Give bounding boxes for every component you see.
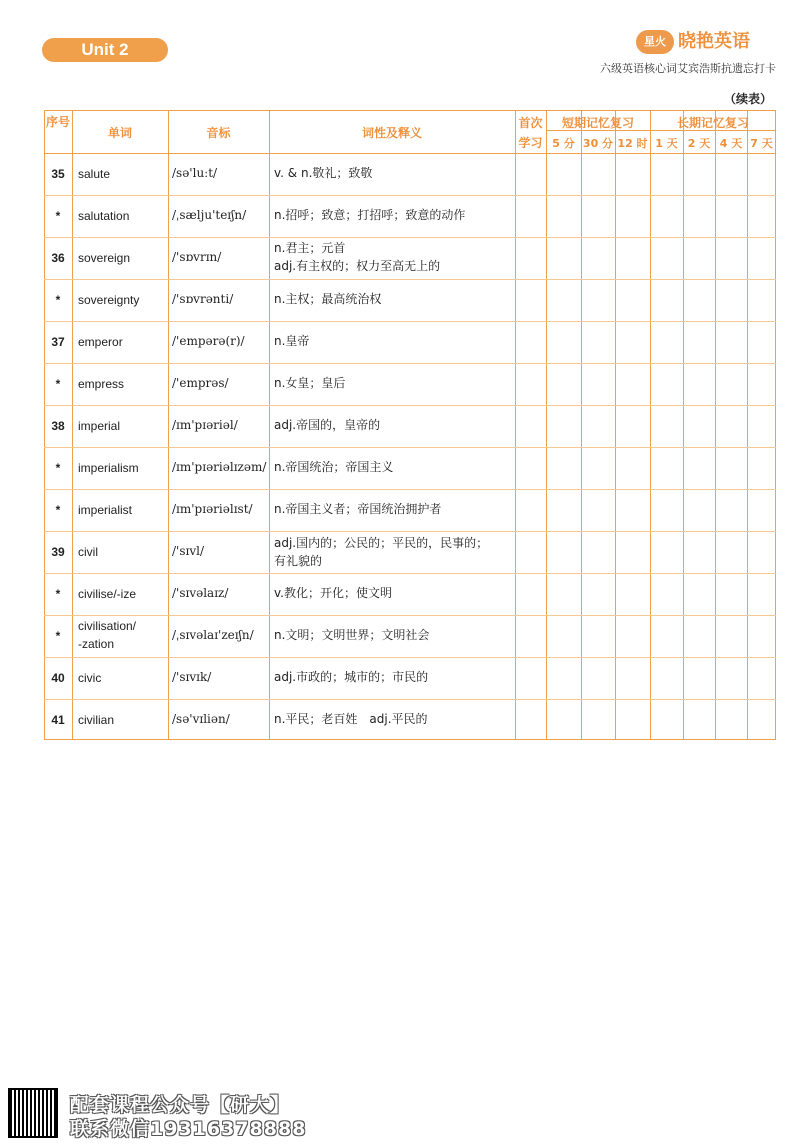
header-interval-12h: 12 时 [617, 137, 648, 150]
grid-line [44, 615, 776, 616]
row-meaning: n.主权；最高统治权 [274, 292, 382, 306]
row-phonetic: /ˌsɪvəlaɪ'zeɪʃn/ [172, 628, 254, 642]
grid-line [581, 110, 582, 740]
row-index: 38 [51, 419, 65, 433]
footer-line2: 联系微信19316378888 [70, 1118, 307, 1140]
header-index [44, 114, 72, 131]
row-meaning: n.招呼；致意；打招呼；致意的动作 [274, 208, 466, 222]
brand [636, 30, 776, 56]
row-word: salute [78, 167, 111, 181]
grid-line [650, 110, 651, 740]
grid-line [615, 110, 616, 740]
row-index: 36 [51, 251, 65, 265]
brand-name: 晓艳英语 [678, 31, 750, 52]
grid-line [44, 237, 776, 238]
footer-line1: 配套课程公众号【研大】 [70, 1094, 291, 1116]
header-short-term: 短期记忆复习 [561, 116, 634, 130]
row-index: * [55, 587, 61, 601]
row-meaning: n.平民；老百姓 adj.平民的 [274, 712, 428, 726]
row-index: * [55, 209, 61, 223]
unit-badge: Unit 2 [42, 38, 168, 62]
row-meaning-line2: 有礼貌的 [274, 554, 323, 568]
header-interval-7d: 7 天 [750, 137, 773, 150]
grid-line [44, 657, 776, 658]
row-phonetic: /'emprəs/ [172, 376, 229, 390]
grid-line [44, 699, 776, 700]
header-interval-1d: 1 天 [655, 137, 678, 150]
row-meaning: adj.市政的；城市的；市民的 [274, 670, 429, 684]
row-meaning-line2: adj.有主权的；权力至高无上的 [274, 259, 441, 273]
row-word: civilian [78, 713, 115, 727]
header-interval-30min: 30 分 [582, 137, 614, 150]
row-phonetic: /sə'vɪliən/ [172, 712, 230, 726]
footer-watermark [8, 1088, 308, 1138]
grid-line [44, 195, 776, 196]
row-meaning: v. & n.敬礼；致敬 [274, 166, 373, 180]
row-word-line1: civilisation/ [78, 619, 137, 633]
row-meaning: v.教化；开化；使文明 [274, 586, 392, 600]
grid-line [747, 110, 748, 740]
row-word: civilise/-ize [78, 587, 137, 601]
row-meaning: adj.帝国的，皇帝的 [274, 418, 381, 432]
row-phonetic: /sə'luːt/ [172, 166, 218, 180]
continued-label: （续表） [723, 92, 772, 106]
row-word: sovereignty [78, 293, 140, 307]
row-meaning: n.女皇；皇后 [274, 376, 346, 390]
row-word: imperial [78, 419, 121, 433]
row-index: 41 [51, 713, 65, 727]
row-index: * [55, 503, 61, 517]
row-phonetic: /'sɪvl/ [172, 544, 204, 558]
row-word: imperialist [78, 503, 133, 517]
grid-line [44, 447, 776, 448]
header-interval-4d: 4 天 [719, 137, 743, 150]
row-word: civil [78, 545, 98, 559]
row-meaning-line1: n.君主；元首 [274, 241, 346, 255]
row-index: * [55, 293, 61, 307]
row-word: salutation [78, 209, 130, 223]
row-meaning: n.文明；文明世界；文明社会 [274, 628, 430, 642]
row-meaning-line1: adj.国内的；公民的；平民的，民事的； [274, 536, 489, 550]
row-word: civic [78, 671, 102, 685]
row-word: sovereign [78, 251, 131, 265]
grid-line [44, 153, 776, 154]
row-index: * [55, 377, 61, 391]
row-index: * [55, 629, 61, 643]
grid-line [44, 405, 776, 406]
row-phonetic: /ɪm'pɪəriəlɪzəm/ [172, 460, 267, 474]
grid-line [44, 279, 776, 280]
row-word-line2: -zation [78, 637, 115, 651]
header-long-term: 长期记忆复习 [676, 116, 749, 130]
row-phonetic: /'sɪvəlaɪz/ [172, 586, 229, 600]
header-first-study-1: 首次 [518, 116, 543, 130]
row-phonetic: /ˌsælju'teɪʃn/ [172, 208, 247, 222]
page-subtitle: 六级英语核心词艾宾浩斯抗遗忘打卡 [600, 62, 776, 75]
row-meaning: n.帝国主义者；帝国统治拥护者 [274, 502, 442, 516]
header-index-text: 序号 [45, 115, 70, 129]
header-meaning: 词性及释义 [361, 126, 422, 140]
row-index: 40 [51, 671, 65, 685]
row-index: * [55, 461, 61, 475]
row-phonetic: /ɪm'pɪəriəl/ [172, 418, 238, 432]
grid-line [515, 110, 516, 740]
grid-line [715, 110, 716, 740]
qr-code-icon [8, 1088, 58, 1138]
grid-line [269, 110, 270, 740]
row-word: imperialism [78, 461, 139, 475]
grid-line [168, 110, 169, 740]
row-index: 37 [51, 335, 65, 349]
header-phonetic: 音标 [206, 126, 231, 140]
row-phonetic: /ɪm'pɪəriəlɪst/ [172, 502, 253, 516]
row-word: empress [78, 377, 125, 391]
grid-line [44, 573, 776, 574]
grid-line [44, 489, 776, 490]
row-meaning: n.帝国统治；帝国主义 [274, 460, 394, 474]
grid-line [72, 110, 73, 740]
row-index: 35 [51, 167, 65, 181]
grid-line [546, 110, 547, 740]
brand-logo-icon: 星火 [636, 30, 674, 54]
header-interval-2d: 2 天 [687, 137, 711, 150]
row-index: 39 [51, 545, 65, 559]
header-first-study-2: 学习 [518, 136, 543, 150]
row-phonetic: /'sɒvrənti/ [172, 292, 234, 306]
row-phonetic: /'sɪvɪk/ [172, 670, 212, 684]
row-phonetic: /'sɒvrɪn/ [172, 250, 222, 264]
grid-line [44, 531, 776, 532]
header-interval-5min: 5 分 [552, 137, 575, 150]
grid-line [44, 363, 776, 364]
row-meaning: n.皇帝 [274, 334, 310, 348]
grid-line [44, 321, 776, 322]
row-word: emperor [78, 335, 123, 349]
header-word: 单词 [107, 126, 132, 140]
grid-line [683, 110, 684, 740]
row-phonetic: /'empərə(r)/ [172, 334, 245, 348]
